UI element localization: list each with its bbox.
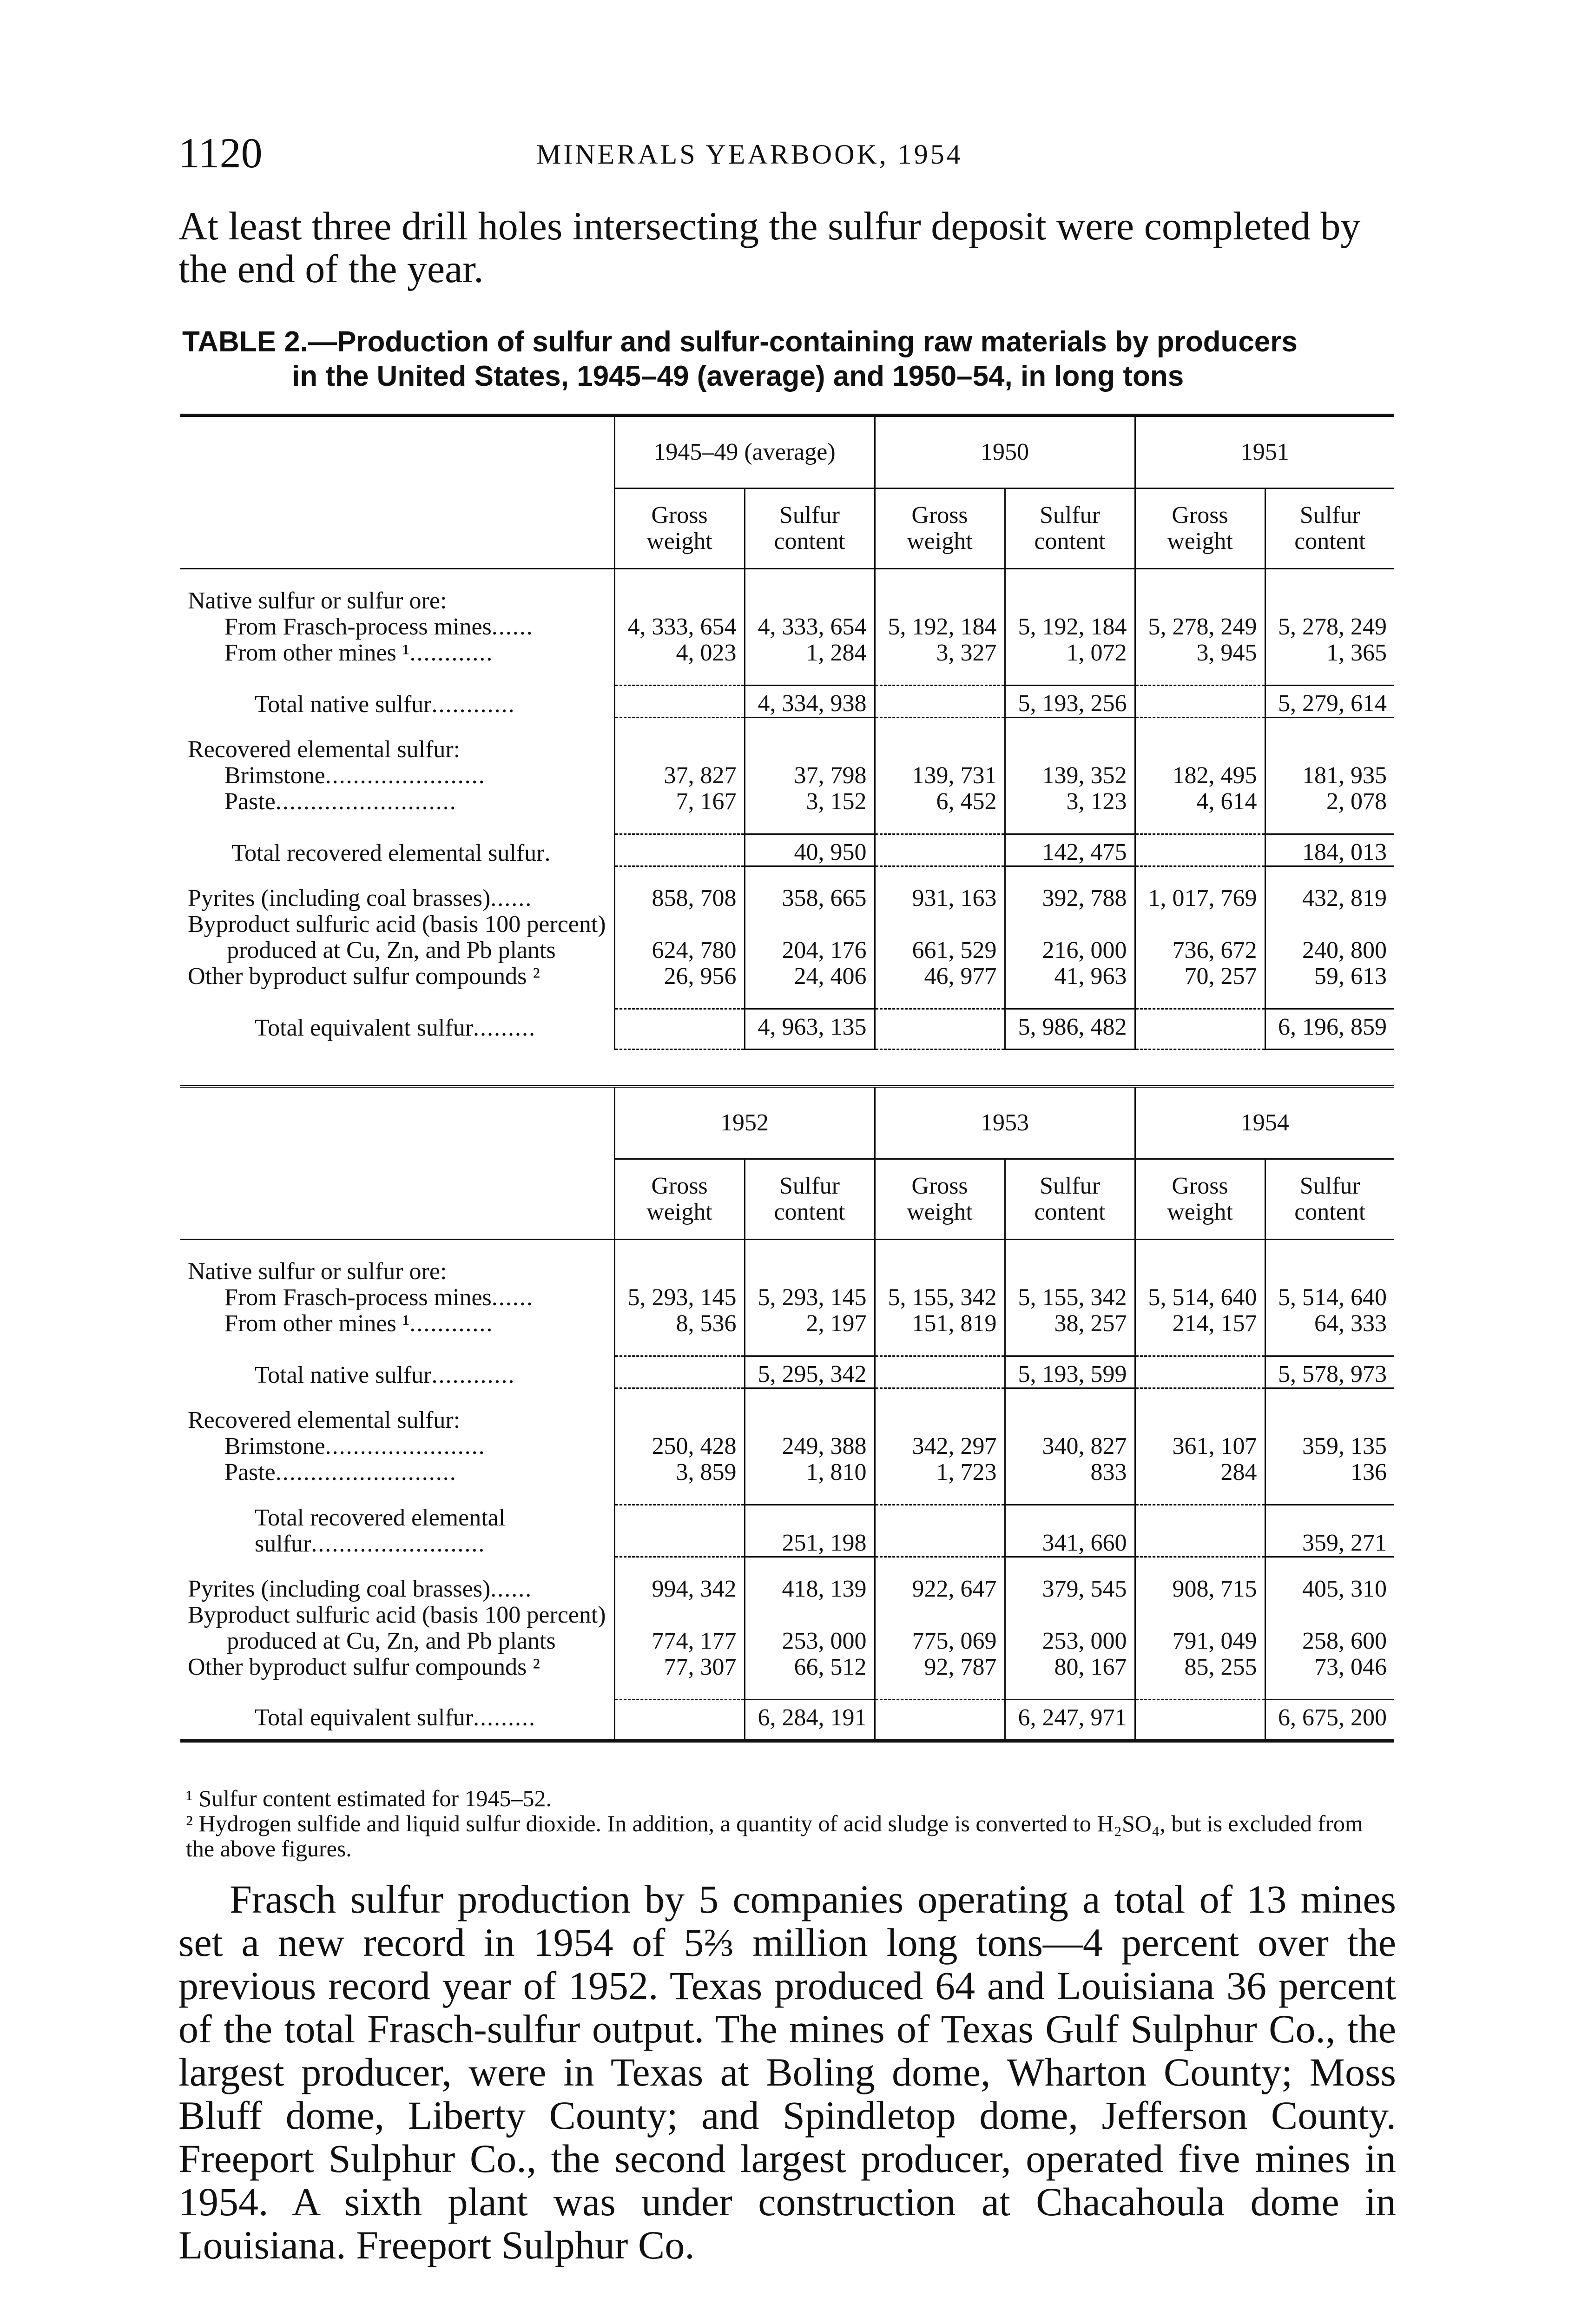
table-row: Brimstone....................... 250, 428 249, 388 342, 297 340, 827 361, 107 359, 135: [180, 1433, 1394, 1459]
table-cell: 4, 023: [614, 640, 745, 666]
table-row: From other mines ¹............ 8, 536 2, 197 151, 819 38, 257 214, 157 64, 333: [180, 1311, 1394, 1337]
table-cell: 182, 495: [1135, 763, 1265, 789]
row-label: Total recovered elemental sulfur: [231, 839, 545, 866]
table-cell: 64, 333: [1265, 1311, 1394, 1337]
table-cell: 70, 257: [1135, 964, 1265, 990]
row-label: Recovered elemental sulfur:: [188, 736, 461, 763]
table-cell: 142, 475: [1005, 834, 1135, 866]
table-cell: 5, 193, 599: [1005, 1356, 1135, 1388]
col-gross-weight: Gross weight: [1135, 1159, 1265, 1240]
table-cell: 250, 428: [614, 1433, 745, 1459]
table-cell: 4, 334, 938: [745, 686, 875, 718]
table-cell: 6, 247, 971: [1005, 1700, 1135, 1741]
year-header: 1950: [875, 416, 1135, 489]
col-gross-weight: Gross weight: [875, 1159, 1005, 1240]
table-cell: 3, 859: [614, 1459, 745, 1486]
year-header: 1952: [614, 1086, 875, 1159]
row-label: Native sulfur or sulfur ore:: [188, 588, 447, 614]
footnote: ¹ Sulfur content estimated for 1945–52.: [186, 1785, 552, 1811]
table-cell: 931, 163: [875, 885, 1005, 911]
column-header-row: [180, 1159, 1394, 1240]
col-gross-weight: Gross weight: [1135, 489, 1265, 569]
table-row: From other mines ¹............ 4, 023 1, 284 3, 327 1, 072 3, 945 1, 365: [180, 640, 1394, 666]
table-row: [180, 588, 1394, 614]
intro-paragraph: At least three drill holes intersecting the sulfur deposit were completed by the end of the year.: [178, 204, 1361, 291]
column-header-row: [180, 489, 1394, 569]
col-sulfur-content: Sulfur content: [1005, 489, 1135, 569]
table-cell: 37, 798: [745, 763, 875, 789]
page-number: 1120: [178, 129, 263, 177]
row-label: From Frasch-process mines: [224, 1284, 492, 1311]
table-row: [180, 1259, 1394, 1285]
table-cell: 5, 278, 249: [1135, 614, 1265, 640]
table-cell: 3, 327: [875, 640, 1005, 666]
row-label: Total equivalent sulfur: [255, 1704, 474, 1731]
col-sulfur-content: Sulfur content: [1265, 489, 1394, 569]
table-cell: 240, 800: [1265, 911, 1394, 964]
table-cell: 216, 000: [1005, 911, 1135, 964]
table-cell: 3, 123: [1005, 789, 1135, 815]
table-cell: 342, 297: [875, 1433, 1005, 1459]
table-cell: 24, 406: [745, 964, 875, 990]
table-cell: 139, 731: [875, 763, 1005, 789]
table-row: From Frasch-process mines...... 4, 333, 654 4, 333, 654 5, 192, 184 5, 192, 184 5, 278, 249 5, 278, 249: [180, 614, 1394, 640]
table-cell: 8, 536: [614, 1311, 745, 1337]
row-label: Total native sulfur: [255, 1361, 432, 1388]
table-cell: 249, 388: [745, 1433, 875, 1459]
table-cell: 2, 197: [745, 1311, 875, 1337]
table-cell: 774, 177: [614, 1602, 745, 1654]
table-cell: 37, 827: [614, 763, 745, 789]
table-cell: 1, 723: [875, 1459, 1005, 1486]
row-label: Brimstone: [224, 762, 325, 789]
body-paragraph: Frasch sulfur production by 5 companies operating a total of 13 mines set a new record in 1954 of 5⅔ million long tons—4 percent over the previous record year of 1952. Texas produced 64 and Louisiana 36 percent of the total Frasch-sulfur output. The mines of Texas Gulf Sulphur Co., the largest producer, were in Texas at Boling dome, Wharton County; Moss Bluff dome, Liberty County; and Spindletop dome, Jefferson County. Freeport Sulphur Co., the second largest producer, operated five mines in 1954. A sixth plant was under construction at Chacahoula dome in Louisiana. Freeport Sulphur Co.: [178, 1877, 1396, 2267]
table-cell: 40, 950: [745, 834, 875, 866]
table-cell: 5, 986, 482: [1005, 1009, 1135, 1050]
row-label: Brimstone: [224, 1433, 325, 1459]
table-cell: 77, 307: [614, 1654, 745, 1680]
total-row: Total native sulfur............ 4, 334, 938 5, 193, 256 5, 279, 614: [180, 686, 1394, 718]
row-label: Byproduct sulfuric acid (basis 100 percent) produced at Cu, Zn, and Pb plants: [188, 911, 606, 964]
row-label: Native sulfur or sulfur ore:: [188, 1258, 447, 1285]
table-row: From Frasch-process mines...... 5, 293, 145 5, 293, 145 5, 155, 342 5, 155, 342 5, 514, 640 5, 514, 640: [180, 1285, 1394, 1311]
table-row: Pyrites (including coal brasses)...... 994, 342 418, 139 922, 647 379, 545 908, 715 405, 310: [180, 1576, 1394, 1602]
table-cell: 5, 514, 640: [1135, 1285, 1265, 1311]
table-cell: 4, 963, 135: [745, 1009, 875, 1050]
table-cell: 66, 512: [745, 1654, 875, 1680]
table-cell: 359, 135: [1265, 1433, 1394, 1459]
table-row: Paste.......................... 7, 167 3, 152 6, 452 3, 123 4, 614 2, 078: [180, 789, 1394, 815]
table-cell: 2, 078: [1265, 789, 1394, 815]
col-gross-weight: Gross weight: [614, 489, 745, 569]
table-row: [180, 737, 1394, 763]
table-cell: 253, 000: [1005, 1602, 1135, 1654]
row-label: Total native sulfur: [255, 691, 432, 718]
table-row: Pyrites (including coal brasses)...... 858, 708 358, 665 931, 163 392, 788 1, 017, 769 432, 819: [180, 885, 1394, 911]
year-header: 1945–49 (average): [614, 416, 875, 489]
total-row: Total native sulfur............ 5, 295, 342 5, 193, 599 5, 578, 973: [180, 1356, 1394, 1388]
table-cell: 6, 452: [875, 789, 1005, 815]
table-cell: 85, 255: [1135, 1654, 1265, 1680]
col-sulfur-content: Sulfur content: [1265, 1159, 1394, 1240]
table-cell: 5, 293, 145: [614, 1285, 745, 1311]
table-cell: 3, 152: [745, 789, 875, 815]
table-cell: 6, 675, 200: [1265, 1700, 1394, 1741]
table-cell: 251, 198: [745, 1505, 875, 1557]
table-cell: 80, 167: [1005, 1654, 1135, 1680]
table-row: [180, 1654, 1394, 1680]
table-cell: 284: [1135, 1459, 1265, 1486]
table-cell: 358, 665: [745, 885, 875, 911]
table-caption-line2: in the United States, 1945–49 (average) and 1950–54, in long tons: [292, 360, 1184, 392]
table-cell: 181, 935: [1265, 763, 1394, 789]
year-header: 1954: [1135, 1086, 1394, 1159]
table-cell: 73, 046: [1265, 1654, 1394, 1680]
row-label: Byproduct sulfuric acid (basis 100 percent) produced at Cu, Zn, and Pb plants: [188, 1602, 606, 1654]
table-cell: 204, 176: [745, 911, 875, 964]
col-sulfur-content: Sulfur content: [1005, 1159, 1135, 1240]
table-cell: 92, 787: [875, 1654, 1005, 1680]
row-label: Recovered elemental sulfur:: [188, 1407, 461, 1433]
table-cell: 858, 708: [614, 885, 745, 911]
table-cell: 59, 613: [1265, 964, 1394, 990]
table-cell: 5, 514, 640: [1265, 1285, 1394, 1311]
page-header: [178, 128, 1396, 184]
total-row: Total equivalent sulfur......... 4, 963, 135 5, 986, 482 6, 196, 859: [180, 1009, 1394, 1050]
footnotes: [186, 1786, 1394, 1861]
table-cell: 5, 295, 342: [745, 1356, 875, 1388]
table-cell: 1, 284: [745, 640, 875, 666]
table-cell: 392, 788: [1005, 885, 1135, 911]
table-cell: 253, 000: [745, 1602, 875, 1654]
row-label: From other mines ¹: [224, 640, 410, 666]
running-title: MINERALS YEARBOOK, 1954: [536, 139, 963, 170]
table-cell: 922, 647: [875, 1576, 1005, 1602]
table-caption-line1: TABLE 2.—Production of sulfur and sulfur-containing raw materials by producers: [182, 326, 1298, 358]
col-gross-weight: Gross weight: [614, 1159, 745, 1240]
table-cell: 432, 819: [1265, 885, 1394, 911]
table-cell: 5, 155, 342: [1005, 1285, 1135, 1311]
table-cell: 1, 810: [745, 1459, 875, 1486]
total-row: Total recovered elemental sulfur. 40, 950 142, 475 184, 013: [180, 834, 1394, 866]
row-label: Other byproduct sulfur compounds ²: [188, 963, 540, 990]
year-header: 1951: [1135, 416, 1394, 489]
table-cell: 6, 284, 191: [745, 1700, 875, 1741]
production-table-part2: [180, 1085, 1394, 1743]
table-cell: 4, 614: [1135, 789, 1265, 815]
footnote: ² Hydrogen sulfide and liquid sulfur dioxide. In addition, a quantity of acid sludge is converted to H₂SO₄, but is excluded from the above figures.: [186, 1810, 1363, 1862]
year-header: 1953: [875, 1086, 1135, 1159]
table-cell: 6, 196, 859: [1265, 1009, 1394, 1050]
table-cell: 1, 365: [1265, 640, 1394, 666]
table-row: [180, 964, 1394, 990]
table-cell: 5, 278, 249: [1265, 614, 1394, 640]
table-cell: 5, 192, 184: [875, 614, 1005, 640]
table-cell: 908, 715: [1135, 1576, 1265, 1602]
total-row: Total recovered elemental sulfur......................... 251, 198 341, 660 359, 271: [180, 1505, 1394, 1557]
table-cell: 46, 977: [875, 964, 1005, 990]
table-cell: 359, 271: [1265, 1505, 1394, 1557]
table-cell: 26, 956: [614, 964, 745, 990]
table-cell: 775, 069: [875, 1602, 1005, 1654]
col-gross-weight: Gross weight: [875, 489, 1005, 569]
table-cell: 7, 167: [614, 789, 745, 815]
table-row: [180, 911, 1394, 964]
row-label: Total recovered elemental sulfur: [255, 1504, 506, 1557]
year-header-row: [180, 1086, 1394, 1159]
table-cell: 5, 193, 256: [1005, 686, 1135, 718]
table-cell: 184, 013: [1265, 834, 1394, 866]
table-cell: 340, 827: [1005, 1433, 1135, 1459]
table-cell: 1, 017, 769: [1135, 885, 1265, 911]
table-cell: 136: [1265, 1459, 1394, 1486]
total-row: Total equivalent sulfur......... 6, 284, 191 6, 247, 971 6, 675, 200: [180, 1700, 1394, 1741]
row-label: Pyrites (including coal brasses): [188, 885, 491, 911]
table-cell: 361, 107: [1135, 1433, 1265, 1459]
table-cell: 341, 660: [1005, 1505, 1135, 1557]
table-cell: 41, 963: [1005, 964, 1135, 990]
table-cell: 5, 578, 973: [1265, 1356, 1394, 1388]
table-cell: 5, 155, 342: [875, 1285, 1005, 1311]
table-cell: 1, 072: [1005, 640, 1135, 666]
row-label: Paste: [224, 788, 276, 815]
table-cell: 214, 157: [1135, 1311, 1265, 1337]
year-header-row: [180, 416, 1394, 489]
table-row: Paste.......................... 3, 859 1, 810 1, 723 833 284 136: [180, 1459, 1394, 1486]
table-cell: 833: [1005, 1459, 1135, 1486]
row-label: From Frasch-process mines: [224, 614, 492, 640]
table-cell: 5, 192, 184: [1005, 614, 1135, 640]
table-cell: 4, 333, 654: [745, 614, 875, 640]
table-cell: 258, 600: [1265, 1602, 1394, 1654]
production-table-part1: [180, 414, 1394, 1050]
table-cell: 3, 945: [1135, 640, 1265, 666]
table-cell: 791, 049: [1135, 1602, 1265, 1654]
row-label: From other mines ¹: [224, 1310, 410, 1337]
table-cell: 994, 342: [614, 1576, 745, 1602]
table-cell: 624, 780: [614, 911, 745, 964]
table-cell: 5, 293, 145: [745, 1285, 875, 1311]
table-row: [180, 1407, 1394, 1433]
table-cell: 661, 529: [875, 911, 1005, 964]
table-cell: 405, 310: [1265, 1576, 1394, 1602]
table-row: Brimstone....................... 37, 827 37, 798 139, 731 139, 352 182, 495 181, 935: [180, 763, 1394, 789]
table-cell: 736, 672: [1135, 911, 1265, 964]
row-label: Paste: [224, 1459, 276, 1486]
table-cell: 379, 545: [1005, 1576, 1135, 1602]
table-cell: 5, 279, 614: [1265, 686, 1394, 718]
row-label: Total equivalent sulfur: [255, 1014, 474, 1041]
table-cell: 4, 333, 654: [614, 614, 745, 640]
col-sulfur-content: Sulfur content: [745, 489, 875, 569]
table-cell: 418, 139: [745, 1576, 875, 1602]
table-cell: 38, 257: [1005, 1311, 1135, 1337]
col-sulfur-content: Sulfur content: [745, 1159, 875, 1240]
row-label: Other byproduct sulfur compounds ²: [188, 1654, 540, 1680]
table-cell: 139, 352: [1005, 763, 1135, 789]
table-row: [180, 1602, 1394, 1654]
table-cell: 151, 819: [875, 1311, 1005, 1337]
row-label: Pyrites (including coal brasses): [188, 1576, 491, 1602]
